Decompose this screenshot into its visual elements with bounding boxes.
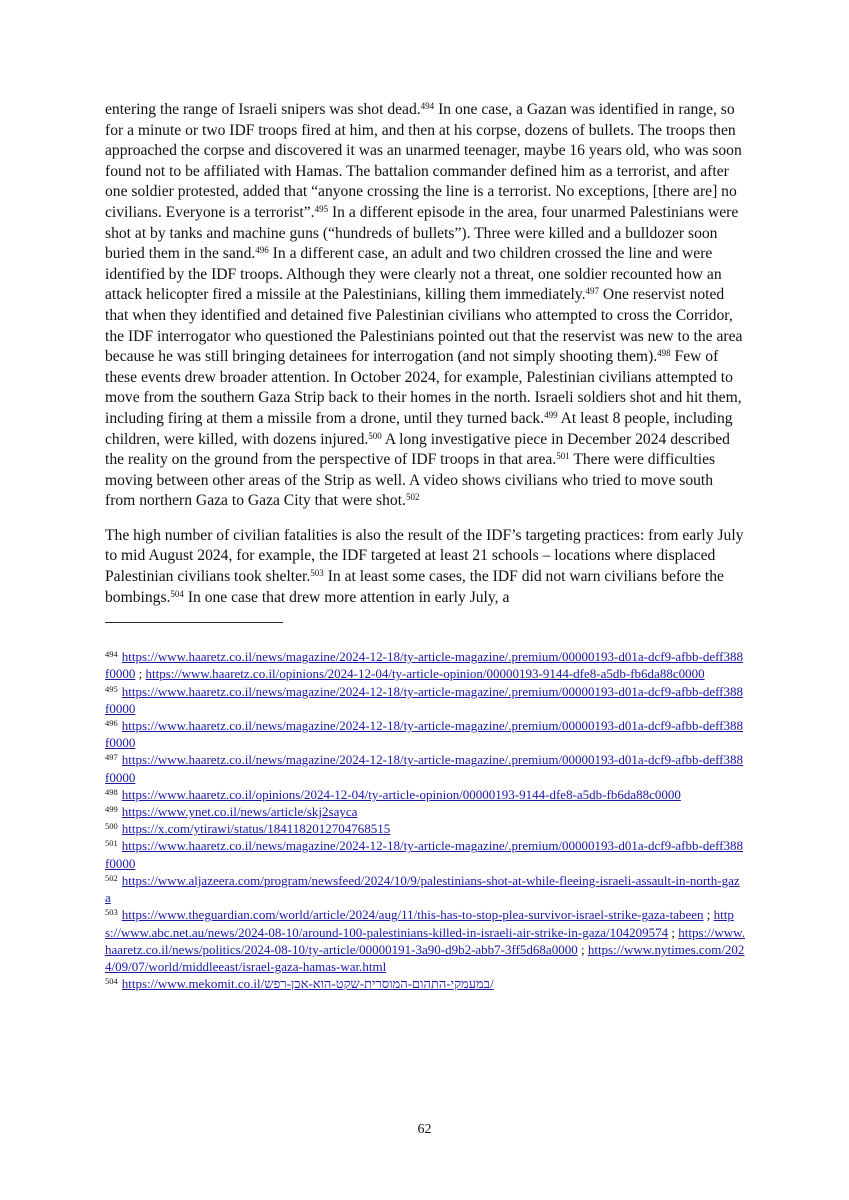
footnote-reference[interactable]: 500 (368, 430, 382, 441)
footnote-link[interactable]: https://www.ynet.co.il/news/article/skj2sayca (121, 804, 358, 820)
document-page (105, 100, 745, 992)
paragraph-text: A long investigative piece in December 2024 described the reality on the ground from the perspective of IDF troops in that area. (105, 430, 730, 469)
footnote-reference[interactable]: 499 (544, 409, 558, 420)
paragraph-text: In one case, a Gazan was identified in range, so for a minute or two IDF troops fired at him, and then at his corpse, dozens of bullets. The troops then approached the corpse and discovered it was an unarmed teenager, maybe 16 years old, who was soon found not to be affiliated with Hamas. The battalion commander defined him as a terrorist, and after one soldier protested, added that “anyone crossing the line is a terrorist. No exceptions, [there are] no civilians. Everyone is a terrorist”. (105, 101, 742, 221)
footnote-number: 500 (105, 821, 118, 832)
footnote-link[interactable]: https://www.haaretz.co.il/news/magazine/2024-12-18/ty-article-magazine/.premium/00000193-d01a-dcf9-afbb-deff388f0000 (105, 683, 744, 716)
paragraph-text: entering the range of Israeli snipers was shot dead. (105, 101, 421, 118)
footnote-number: 502 (105, 872, 118, 883)
footnote-reference[interactable]: 501 (556, 451, 570, 462)
footnote-reference[interactable]: 503 (310, 568, 324, 579)
footnote-number: 494 (105, 649, 118, 660)
footnote-number: 501 (105, 838, 118, 849)
footnote-link[interactable]: https://www.haaretz.co.il/news/politics/2024-08-10/ty-article/00000191-3a90-d9b2-abb7-3ff5d68a0000 (105, 924, 745, 957)
footnote (105, 751, 745, 785)
footnote-number: 498 (105, 786, 118, 797)
page-number: 62 (417, 1122, 432, 1137)
body-text (105, 100, 745, 608)
footnote-link[interactable]: https://www.abc.net.au/news/2024-08-10/around-100-palestinians-killed-in-israeli-air-strike-in-gaza/104209574 (105, 907, 734, 940)
footnote-number: 499 (105, 804, 118, 815)
footnote (105, 975, 745, 992)
paragraph-text: There were difficulties moving between other areas of the Strip as well. A video shows civilians who tried to move south from northern Gaza to Gaza City that were shot. (105, 451, 716, 510)
footnote-number: 495 (105, 683, 118, 694)
paragraph-text: At least 8 people, including children, were killed, with dozens injured. (105, 409, 733, 448)
body-paragraph (105, 526, 745, 608)
footnote-link[interactable]: https://www.haaretz.co.il/opinions/2024-12-04/ty-article-opinion/00000193-9144-dfe8-a5db-fb6da88c0000 (145, 666, 705, 682)
paragraph-text: One reservist noted that when they identified and detained five Palestinian civilians who attempted to cross the Corridor, the IDF interrogator who questioned the Palestinians pointed out that the reservist was new to the area because he was still bringing detainees for interrogation (and not simply shooting them). (105, 286, 743, 366)
footnote-reference[interactable]: 502 (405, 492, 420, 503)
paragraph-text: The high number of civilian fatalities is also the result of the IDF’s targeting practices: from early July to mid August 2024, for example, the IDF targeted at least 21 schools – locations where displaced Palestinian civilians took shelter. (105, 526, 744, 586)
footnote (105, 717, 745, 751)
footnote-link[interactable]: https://x.com/ytirawi/status/1841182012704768515 (121, 821, 391, 837)
footnote-separator (105, 622, 283, 623)
paragraph-text: In a different episode in the area, four unarmed Palestinians were shot at by tanks and machine guns (“hundreds of bullets”). Three were killed and a bulldozer soon buried them in the sand. (105, 203, 739, 263)
footnote-number: 504 (105, 976, 118, 987)
link-separator: ; (135, 666, 146, 682)
footnote-link[interactable]: https://www.haaretz.co.il/news/magazine/2024-12-18/ty-article-magazine/.premium/00000193-d01a-dcf9-afbb-deff388f0000 (105, 752, 744, 785)
footnote-number: 497 (105, 752, 118, 763)
link-separator: ; (577, 941, 588, 957)
footnotes-section (105, 648, 745, 992)
footnote (105, 837, 745, 871)
footnote-link[interactable]: https://www.haaretz.co.il/news/magazine/2024-12-18/ty-article-magazine/.premium/00000193-d01a-dcf9-afbb-deff388f0000 (105, 718, 744, 751)
footnote (105, 872, 745, 906)
footnote-link[interactable]: https://www.nytimes.com/2024/09/07/world/middleeast/israel-gaza-hamas-war.html (105, 941, 745, 974)
footnote (105, 820, 745, 837)
footnote-link[interactable]: https://www.mekomit.co.il/במעמקי-התהום-המוסרית-שקט-הוא-אכן-רפש/ (121, 976, 494, 992)
paragraph-text: In at least some cases, the IDF did not warn civilians before the bombings. (105, 568, 724, 606)
paragraph-text: In a different case, an adult and two children crossed the line and were identified by the IDF troops. Although they were clearly not a threat, one soldier recounted how an attack helicopter fired a missile at the Palestinians, killing them immediately. (105, 245, 722, 304)
link-separator: ; (668, 924, 679, 940)
footnote (105, 683, 745, 717)
footnote-number: 496 (105, 718, 118, 729)
footnote-link[interactable]: https://www.aljazeera.com/program/newsfeed/2024/10/9/palestinians-shot-at-while-fleeing-israeli-assault-in-north-gaza (105, 872, 740, 906)
footnote-reference[interactable]: 497 (585, 286, 600, 297)
footnote-number: 503 (105, 907, 118, 918)
footnote-link[interactable]: https://www.haaretz.co.il/opinions/2024-12-04/ty-article-opinion/00000193-9144-dfe8-a5db-fb6da88c0000 (121, 786, 681, 802)
footnote-reference[interactable]: 495 (314, 203, 329, 214)
footnote-reference[interactable]: 496 (255, 245, 269, 256)
footnote (105, 906, 745, 975)
footnote-link[interactable]: https://www.theguardian.com/world/article/2024/aug/11/this-has-to-stop-plea-survivor-israel-strike-gaza-tabeen (121, 907, 704, 923)
link-separator: ; (703, 907, 714, 923)
footnote (105, 803, 745, 820)
footnote (105, 786, 745, 803)
footnote (105, 648, 745, 682)
body-paragraph (105, 100, 745, 512)
footnote-link[interactable]: https://www.haaretz.co.il/news/magazine/2024-12-18/ty-article-magazine/.premium/00000193-d01a-dcf9-afbb-deff388f0000 (105, 649, 744, 682)
footnote-reference[interactable]: 498 (657, 348, 671, 359)
footnote-reference[interactable]: 494 (420, 101, 435, 111)
footnote-reference[interactable]: 504 (170, 588, 184, 599)
paragraph-text: Few of these events drew broader attention. In October 2024, for example, Palestinian civilians attempted to move from the southern Gaza Strip back to their homes in the north. Israeli soldiers shot and hit them, including firing at them a missile from a drone, until they turned back. (105, 348, 742, 427)
footnote-link[interactable]: https://www.haaretz.co.il/news/magazine/2024-12-18/ty-article-magazine/.premium/00000193-d01a-dcf9-afbb-deff388f0000 (105, 838, 744, 871)
paragraph-text: In one case that drew more attention in early July, a (183, 588, 510, 606)
